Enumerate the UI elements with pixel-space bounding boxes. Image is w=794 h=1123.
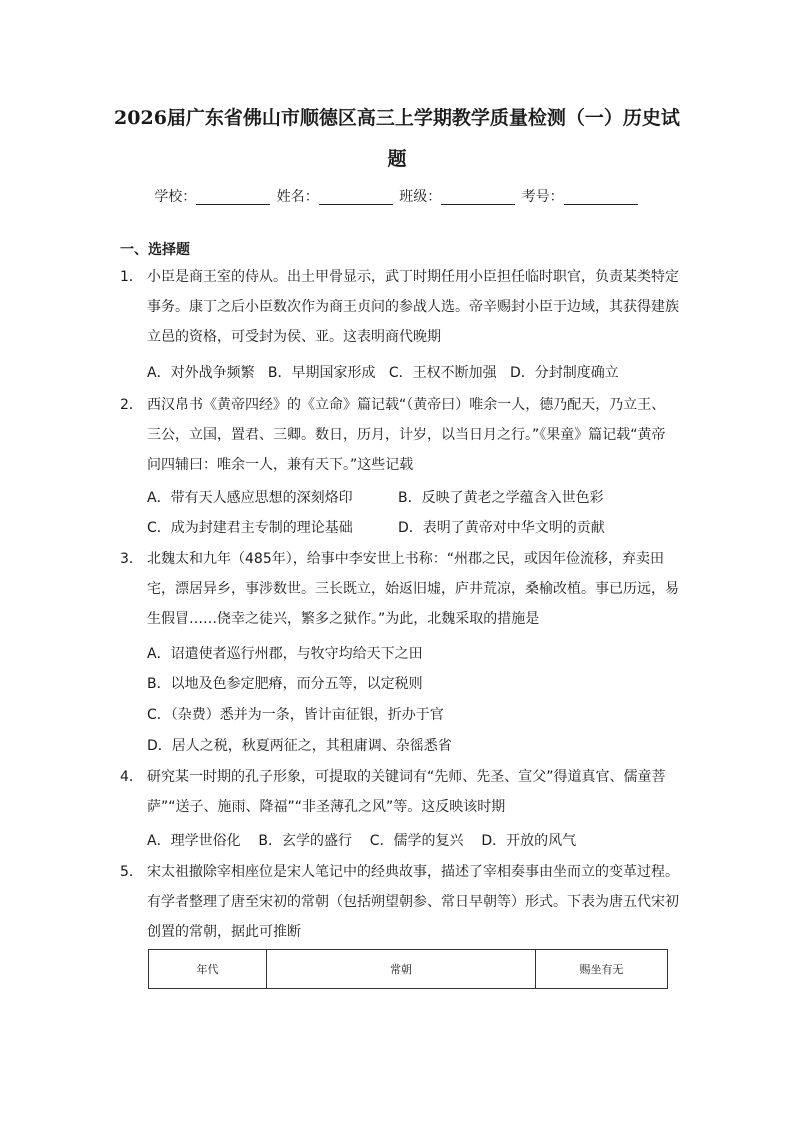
option-a[interactable]: A．诏遣使者巡行州郡，与牧守均给天下之田	[147, 646, 423, 662]
option-c[interactable]: C．（杂费）悉并为一条，皆计亩征银，折办于官	[147, 707, 444, 723]
section-title: 一、选择题	[120, 242, 190, 258]
question-number: 2．	[120, 397, 143, 413]
option-b[interactable]: B．反映了黄老之学蕴含入世色彩	[398, 490, 604, 506]
school-blank[interactable]	[196, 188, 270, 205]
table-header-cell: 年代	[149, 950, 267, 989]
exam-title-line1: 2026届广东省佛山市顺德区高三上学期教学质量检测（一）历史试	[114, 107, 680, 129]
question-text-line: 宅，漂居异乡，事涉数世。三长既立，始返旧墟，庐井荒凉，桑榆改植。事已历远，易	[147, 581, 679, 597]
question-options[interactable]: A．对外战争频繁 B．早期国家形成 C．王权不断加强 D．分封制度确立	[147, 365, 619, 381]
class-blank[interactable]	[441, 188, 515, 205]
class-label: 班级：	[399, 189, 442, 205]
question-text-line: 立邑的资格，可受封为侯、亚。这表明商代晚期	[147, 329, 441, 345]
table-header-cell: 常朝	[267, 950, 536, 989]
option-b[interactable]: B．以地及色参定肥瘠，而分五等，以定税则	[147, 676, 423, 692]
question-text-line: 问四辅曰：唯余一人，兼有天下。”这些记载	[147, 457, 414, 473]
question-text-line: 萨”“送子、施雨、降福”“非圣薄孔之风”等。这反映该时期	[147, 799, 506, 815]
question-number: 3．	[120, 551, 143, 567]
school-label: 学校：	[154, 189, 197, 205]
question-text-line: 有学者整理了唐至宋初的常朝（包括朔望朝参、常日早朝等）形式。下表为唐五代宋初	[147, 894, 679, 910]
option-a[interactable]: A．带有天人感应思想的深刻烙印	[147, 490, 353, 506]
name-blank[interactable]	[319, 188, 393, 205]
question-text-line: 三公，立国，置君、三卿。数日，历月，计岁，以当日月之行。”《果童》篇记载“黄帝	[147, 427, 666, 443]
exam-no-blank[interactable]	[564, 188, 638, 205]
question-text-line: 宋太祖撤除宰相座位是宋人笔记中的经典故事，描述了宰相奏事由坐而立的变革过程。	[147, 864, 679, 880]
question-text-line: 北魏太和九年（485年），给事中李安世上书称：“州郡之民，或因年俭流移，弃卖田	[147, 551, 664, 567]
question-text-line: 生假冒……侥幸之徒兴，繁多之狱作。”为此，北魏采取的措施是	[147, 611, 540, 627]
table-header-cell: 赐坐有无	[535, 950, 667, 989]
question-text-line: 事务。康丁之后小臣数次作为商王贞问的参战人选。帝辛赐封小臣于边域，其获得建族	[147, 299, 679, 315]
court-table	[148, 949, 668, 989]
student-info-row	[0, 186, 794, 206]
name-label: 姓名：	[276, 189, 319, 205]
option-c[interactable]: C．成为封建君主专制的理论基础	[147, 520, 353, 536]
table-header-row	[149, 950, 668, 989]
exam-title-line2: 题	[387, 148, 407, 170]
question-number: 4．	[120, 769, 143, 785]
question-options[interactable]: A．理学世俗化 B．玄学的盛行 C．儒学的复兴 D．开放的风气	[147, 833, 577, 849]
option-d[interactable]: D．表明了黄帝对中华文明的贡献	[398, 520, 605, 536]
question-text-line: 西汉帛书《黄帝四经》的《立命》篇记载“（黄帝曰）唯余一人，德乃配天，乃立王、	[147, 397, 666, 413]
question-text-line: 研究某一时期的孔子形象，可提取的关键词有“先师、先圣、宣父”得道真官、儒童菩	[147, 769, 666, 785]
question-number: 5．	[120, 864, 143, 880]
question-text-line: 创置的常朝，据此可推断	[147, 924, 301, 940]
question-text-line: 小臣是商王室的侍从。出土甲骨显示，武丁时期任用小臣担任临时职官，负责某类特定	[147, 269, 679, 285]
question-number: 1．	[120, 269, 143, 285]
option-d[interactable]: D．居人之税，秋夏两征之，其租庸调、杂徭悉省	[147, 738, 452, 754]
exam-no-label: 考号：	[521, 189, 564, 205]
